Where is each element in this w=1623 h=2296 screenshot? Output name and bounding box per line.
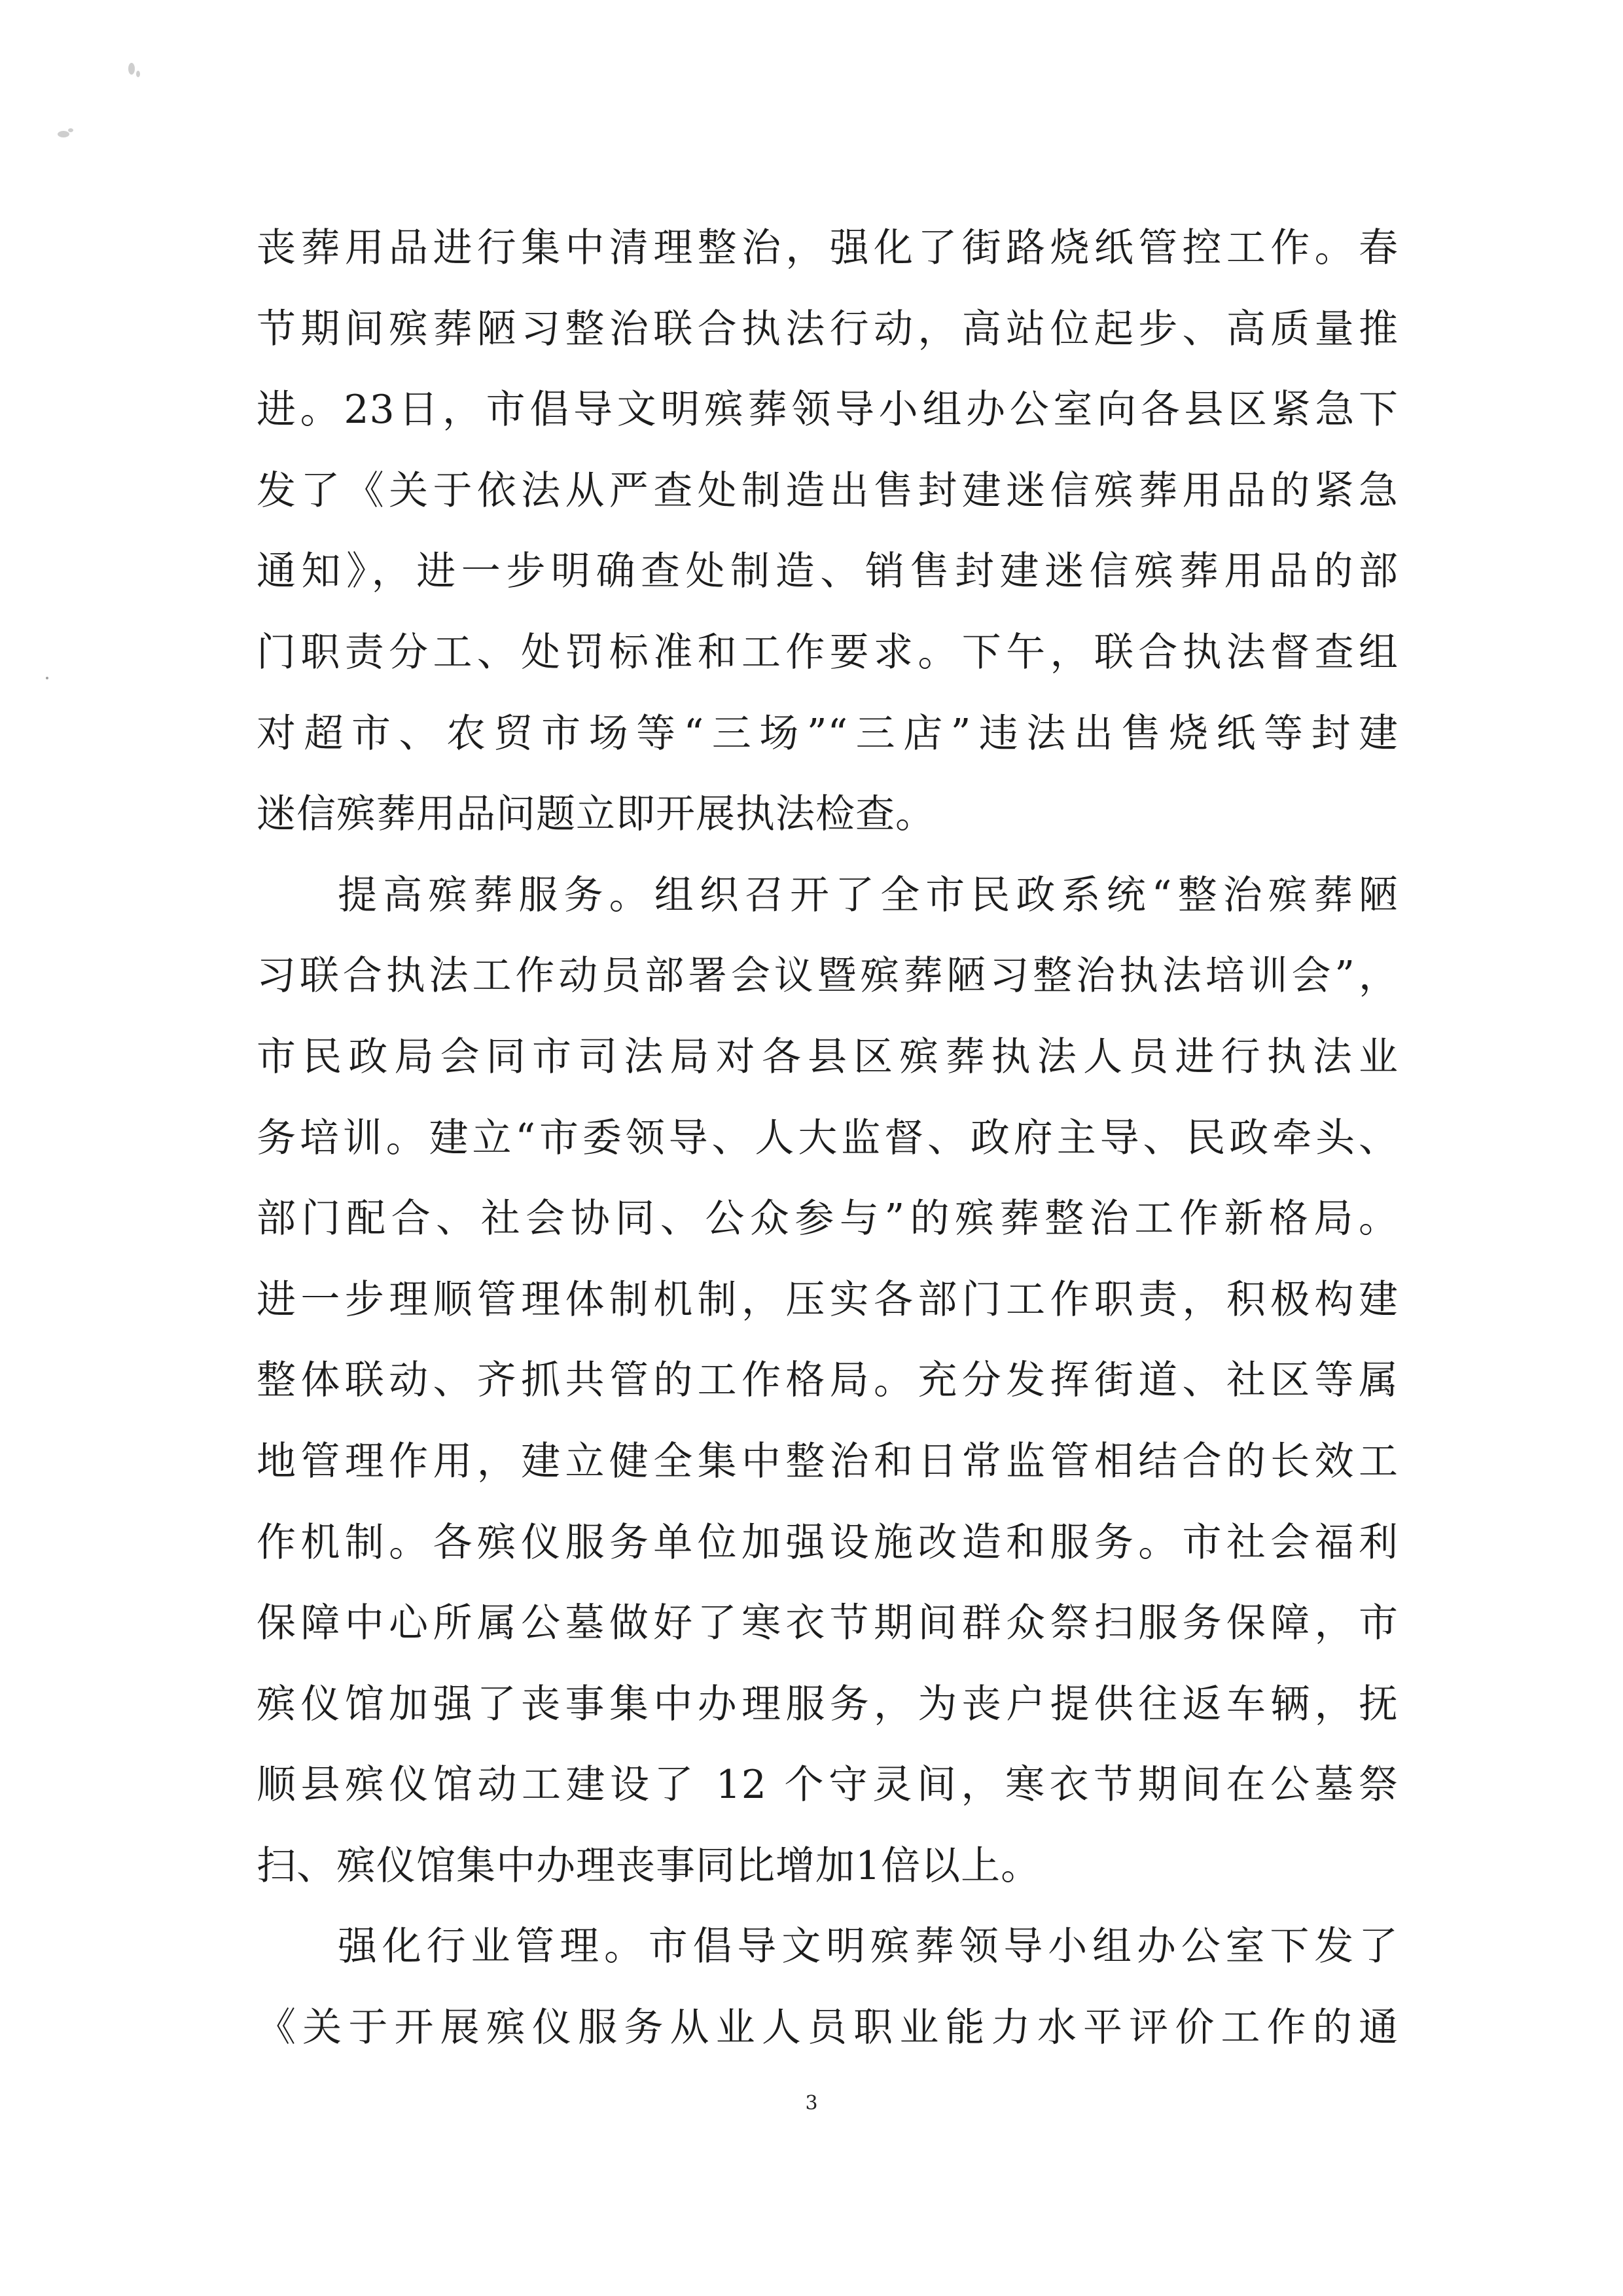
scan-speck <box>136 71 140 77</box>
text-line: 扫、殡仪馆集中办理丧事同比增加1倍以上。 <box>257 1842 1041 1889</box>
page-number: 3 <box>805 2092 818 2115</box>
text-line: 强化行业管理。市倡导文明殡葬领导小组办公室下发了 <box>338 1924 1399 1970</box>
text-line: 保障中心所属公墓做好了寒衣节期间群众祭扫服务保障，市 <box>257 1600 1399 1647</box>
paragraph-1 <box>257 208 1399 855</box>
paragraph-2 <box>257 855 1399 1907</box>
text-line: 迷信殡葬用品问题立即开展执法检查。 <box>257 791 935 838</box>
scan-speck <box>68 128 73 132</box>
text-line: 地管理作用，建立健全集中整治和日常监管相结合的长效工 <box>257 1438 1399 1484</box>
text-line: 《关于开展殡仪服务从业人员职业能力水平评价工作的通 <box>257 2005 1399 2051</box>
text-line: 整体联动、齐抓共管的工作格局。充分发挥街道、社区等属 <box>257 1357 1399 1404</box>
text-line: 进一步理顺管理体制机制，压实各部门工作职责，积极构建 <box>257 1276 1399 1323</box>
text-line: 部门配合、社会协同、公众参与”的殡葬整治工作新格局。 <box>257 1196 1399 1242</box>
paragraph-3 <box>257 1907 1399 2068</box>
text-line: 发了《关于依法从严查处制造出售封建迷信殡葬用品的紧急 <box>257 467 1399 514</box>
text-line: 殡仪馆加强了丧事集中办理服务，为丧户提供往返车辆，抚 <box>257 1681 1399 1727</box>
scan-speck <box>46 677 48 679</box>
text-line: 进。23日，市倡导文明殡葬领导小组办公室向各县区紧急下 <box>257 387 1399 433</box>
text-line: 丧葬用品进行集中清理整治，强化了街路烧纸管控工作。春 <box>257 225 1399 271</box>
text-line: 提高殡葬服务。组织召开了全市民政系统“整治殡葬陋 <box>338 872 1399 918</box>
text-line: 作机制。各殡仪服务单位加强设施改造和服务。市社会福利 <box>257 1519 1399 1566</box>
text-line: 务培训。建立“市委领导、人大监督、政府主导、民政牵头、 <box>257 1115 1399 1161</box>
scan-speck <box>128 63 135 75</box>
text-line: 市民政局会同市司法局对各县区殡葬执法人员进行执法业 <box>257 1033 1399 1080</box>
scan-speck <box>58 131 69 137</box>
body-text <box>257 208 1399 2069</box>
text-line: 节期间殡葬陋习整治联合执法行动，高站位起步、高质量推 <box>257 306 1399 352</box>
text-line: 顺县殡仪馆动工建设了 12 个守灵间，寒衣节期间在公墓祭 <box>257 1762 1399 1808</box>
text-line: 门职责分工、处罚标准和工作要求。下午，联合执法督查组 <box>257 629 1399 675</box>
text-line: 对超市、农贸市场等“三场”“三店”违法出售烧纸等封建 <box>257 710 1399 757</box>
text-line: 习联合执法工作动员部署会议暨殡葬陋习整治执法培训会”， <box>257 953 1399 999</box>
text-line: 通知》，进一步明确查处制造、销售封建迷信殡葬用品的部 <box>257 548 1399 595</box>
